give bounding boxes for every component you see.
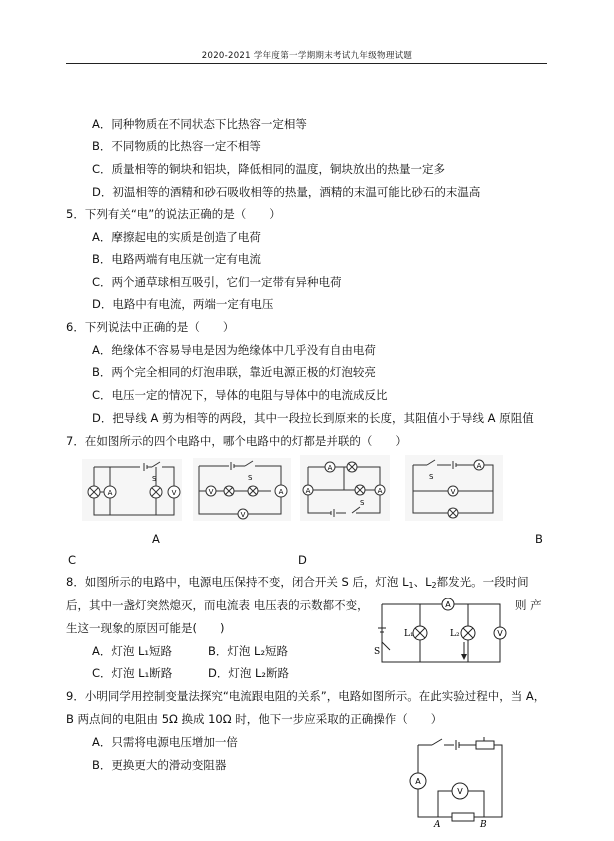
header-rule xyxy=(66,63,547,64)
switch-label: S xyxy=(248,474,253,482)
q7-circuit-c xyxy=(300,455,390,521)
q7-circuit-b xyxy=(193,458,291,521)
q4-option-d: D．初温相等的酒精和砂石吸收相等的热量，酒精的末温可能比砂石的末温高 xyxy=(92,185,481,199)
q4-option-c: C．质量相等的铜块和铝块，降低相同的温度，铜块放出的热量一定多 xyxy=(92,162,446,176)
q4-option-b: B．不同物质的比热容一定不相等 xyxy=(92,139,261,153)
q8-option-d: D．灯泡 L₂断路 xyxy=(208,666,290,680)
q9-stem-line1: 9．小明同学用控制变量法探究“电流跟电阻的关系”，电路如图所示。在此实验过程中，当 A， xyxy=(66,689,546,703)
point-a-label: A xyxy=(434,820,441,829)
q5-option-d: D．电路中有电流，两端一定有电压 xyxy=(92,297,274,311)
q8-option-c: C．灯泡 L₁断路 xyxy=(92,666,173,680)
voltmeter-label: V xyxy=(450,488,456,496)
q4-option-a: A．同种物质在不同状态下比热容一定相等 xyxy=(92,117,307,131)
q8-sub-2: 2 xyxy=(431,581,437,590)
q6-option-d: D．把导线 A 剪为相等的两段，其中一段拉长到原来的长度，其阻值小于导线 A 原阻值 xyxy=(92,411,534,425)
q6-option-b: B．两个完全相同的灯泡串联，靠近电源正极的灯泡较亮 xyxy=(92,365,376,379)
ammeter-label: A xyxy=(107,489,113,497)
q9-option-b: B．更换更大的滑动变阻器 xyxy=(92,758,227,772)
q8-circuit-figure xyxy=(370,598,512,666)
voltmeter-label: V xyxy=(208,488,214,496)
q8-sub-1: 1 xyxy=(408,581,414,590)
bulb-l2-label: L₂ xyxy=(450,629,460,639)
q7-label-b: B xyxy=(535,532,543,546)
q7-label-d: D xyxy=(298,553,307,567)
ammeter-label: A xyxy=(305,487,311,495)
q5-option-c: C．两个通草球相互吸引，它们一定带有异种电荷 xyxy=(92,275,342,289)
ammeter-label: A xyxy=(377,487,383,495)
q8-option-b: B．灯泡 L₂短路 xyxy=(208,644,289,658)
q8-stem-line2-tail: 则 产 xyxy=(515,598,542,612)
q9-stem-line2: B 两点间的电阻由 5Ω 换成 10Ω 时，他下一步应采取的正确操作（ ） xyxy=(66,712,443,726)
q8-stem-part-a: 8．如图所示的电路中，电源电压保持不变，闭合开关 S 后，灯泡 L xyxy=(66,575,409,589)
switch-label: S xyxy=(429,473,434,481)
q8-stem-line1 xyxy=(66,575,529,593)
switch-label: S xyxy=(360,499,365,507)
q7-label-a: A xyxy=(152,532,160,546)
q7-circuit-a xyxy=(82,459,182,521)
q7-stem: 7．在如图所示的四个电路中，哪个电路中的灯都是并联的（ ） xyxy=(66,434,407,448)
ammeter-label: A xyxy=(278,488,284,496)
q6-stem: 6．下列说法中正确的是（ ） xyxy=(66,320,235,334)
ammeter-label: A xyxy=(415,777,421,786)
q7-label-c: C xyxy=(68,553,77,567)
q5-option-a: A．摩擦起电的实质是创造了电荷 xyxy=(92,230,261,244)
q7-circuit-d xyxy=(405,455,503,521)
page-header: 2020-2021 学年度第一学期期末考试九年级物理试题 xyxy=(201,51,413,61)
q6-option-c: C．电压一定的情况下，导体的电阻与导体中的电流成反比 xyxy=(92,388,388,402)
ammeter-label: A xyxy=(327,464,333,472)
q8-stem-part-b: 、L xyxy=(413,575,432,589)
voltmeter-label: V xyxy=(497,629,503,638)
ammeter-label: A xyxy=(476,462,482,470)
voltmeter-label: V xyxy=(240,511,246,519)
q9-option-a: A．只需将电源电压增加一倍 xyxy=(92,735,238,749)
q5-option-b: B．电路两端有电压就一定有电流 xyxy=(92,252,261,266)
q9-circuit-figure xyxy=(402,733,514,829)
bulb-l1-label: L₁ xyxy=(404,629,414,639)
q8-stem-part-c: 都发光。一段时间 xyxy=(436,575,529,589)
voltmeter-label: V xyxy=(457,787,463,796)
switch-label: S xyxy=(152,475,157,483)
q6-option-a: A．绝缘体不容易导电是因为绝缘体中几乎没有自由电荷 xyxy=(92,343,376,357)
q8-stem-line3: 生这一现象的原因可能是( ) xyxy=(66,621,225,635)
q8-stem-line2: 后，其中一盏灯突然熄灭，而电流表 电压表的示数都不变， xyxy=(66,598,369,612)
q5-stem: 5．下列有关“电”的说法正确的是（ ） xyxy=(66,207,281,221)
voltmeter-label: V xyxy=(171,489,177,497)
q8-option-a: A．灯泡 L₁短路 xyxy=(92,644,173,658)
ammeter-label: A xyxy=(445,600,451,609)
switch-label: S xyxy=(374,647,381,657)
point-b-label: B xyxy=(480,820,487,829)
